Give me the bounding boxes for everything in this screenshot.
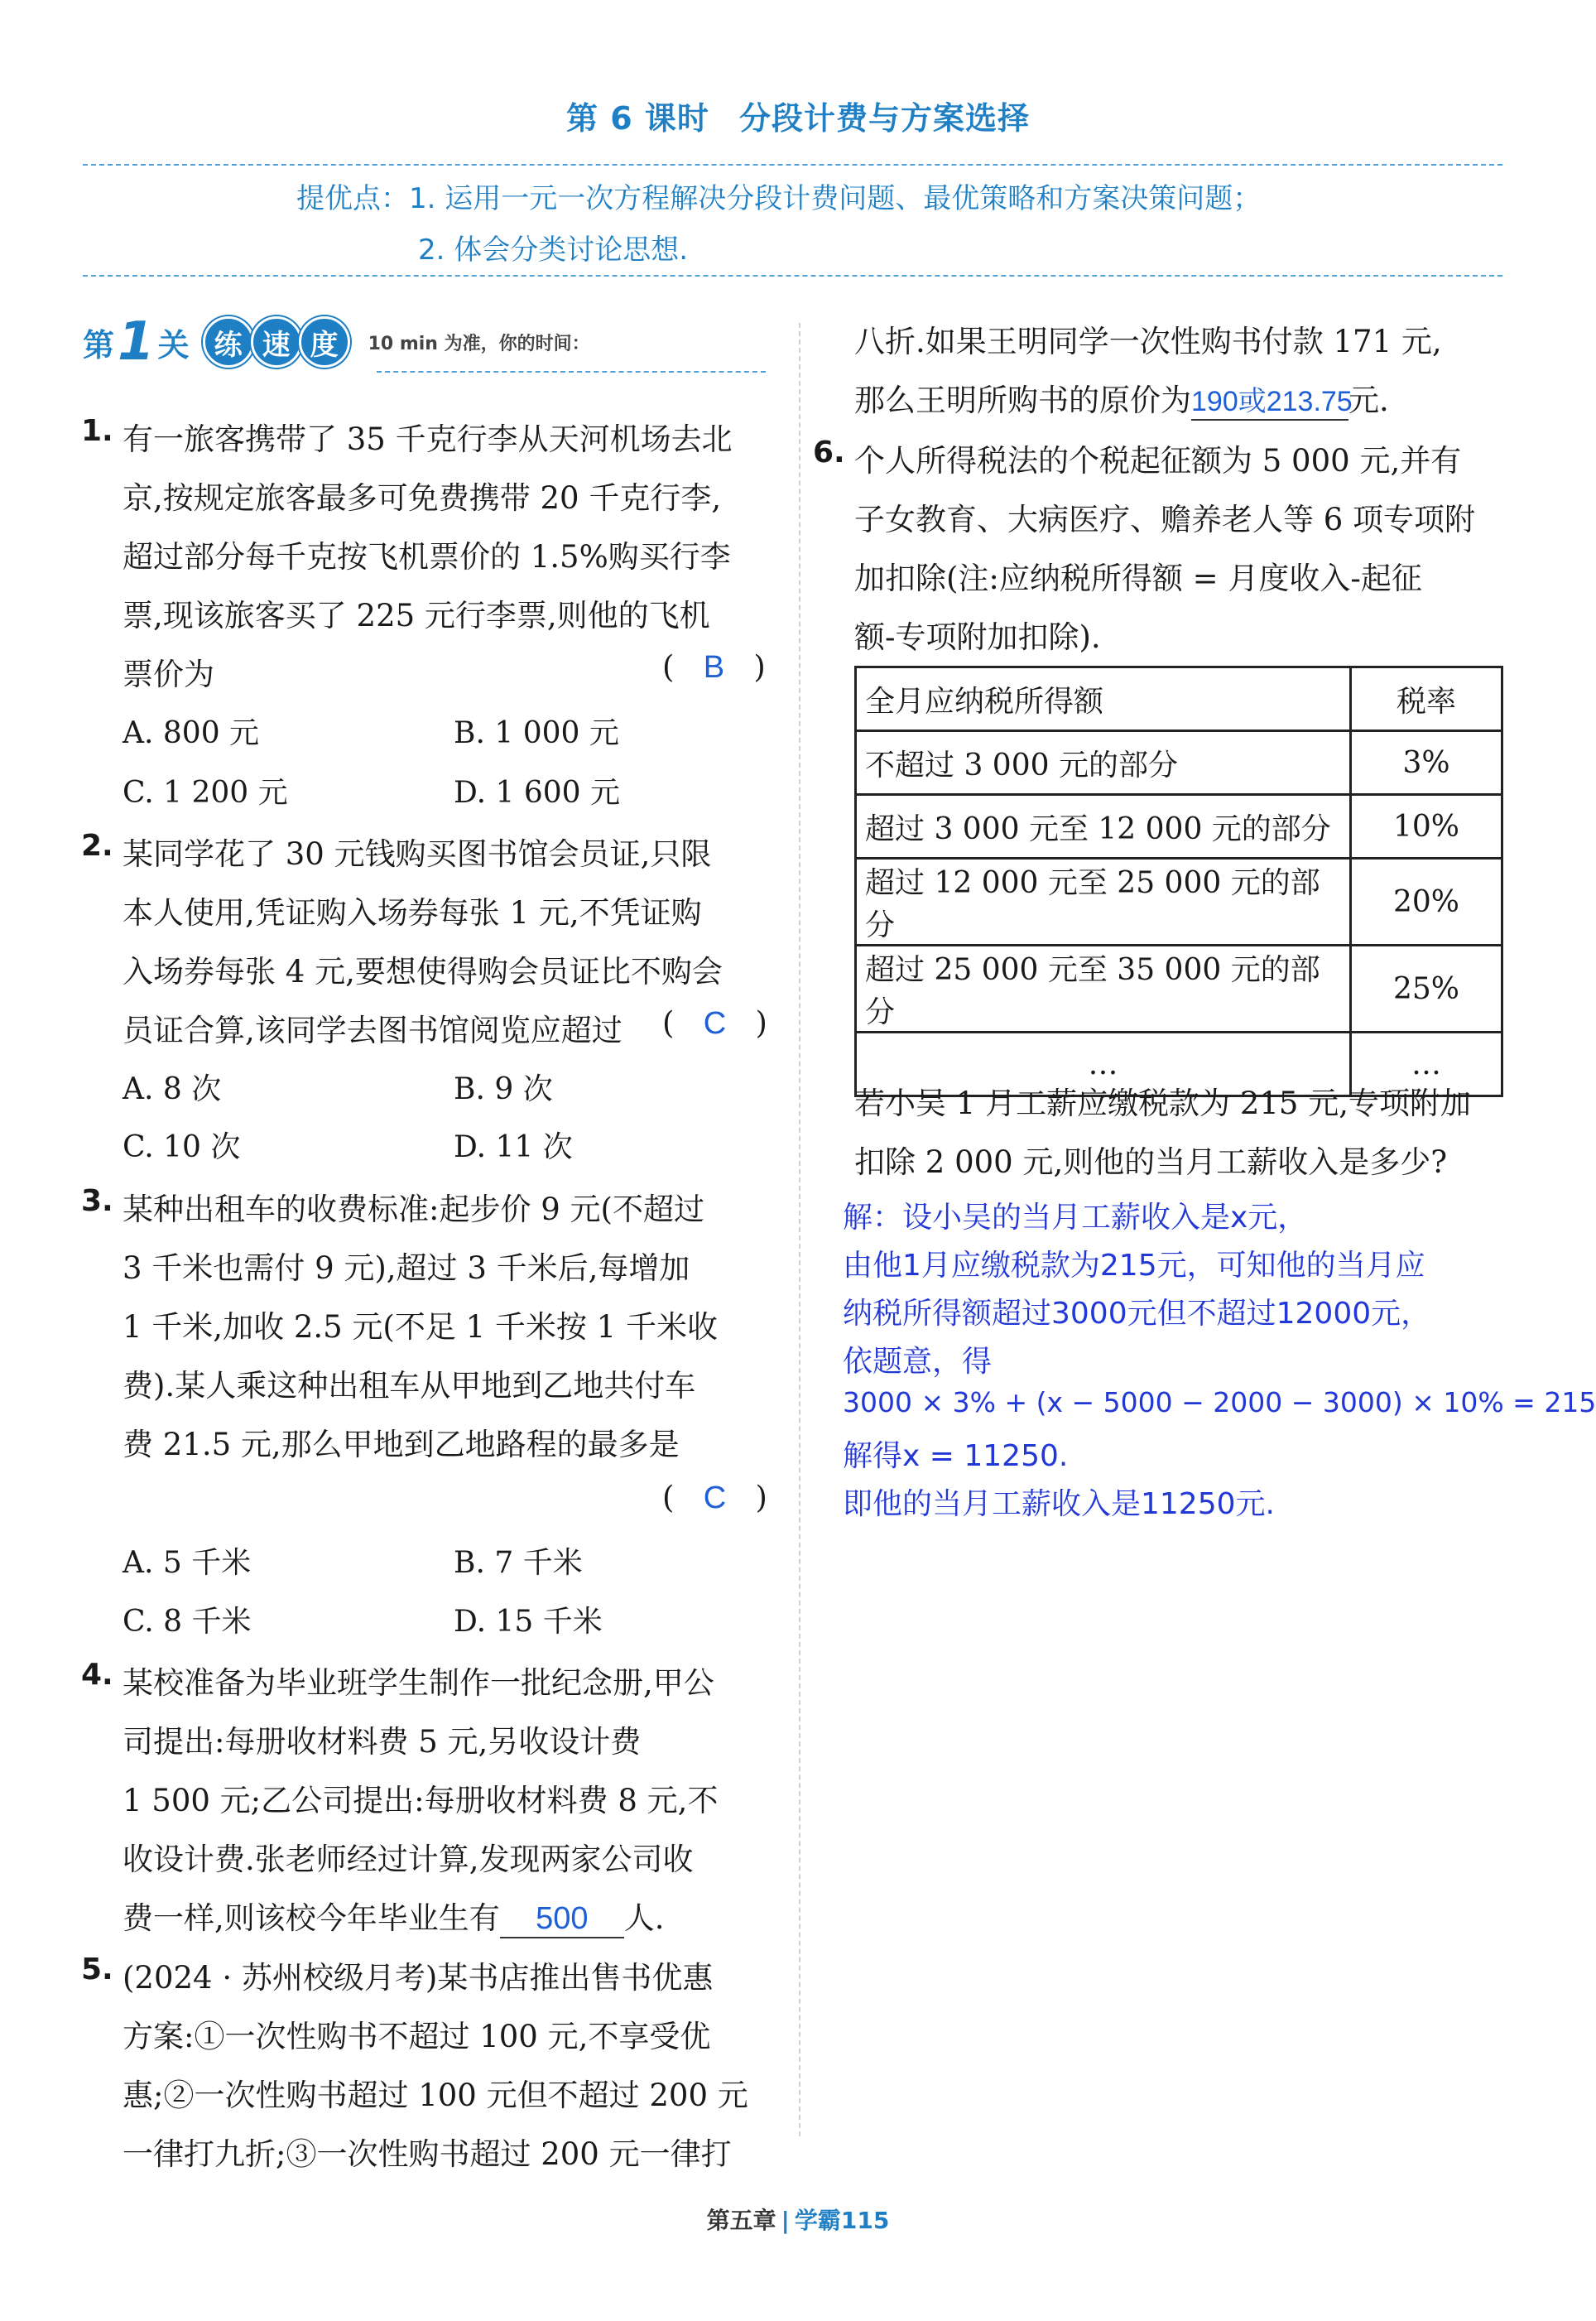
- pass-number: 1: [118, 311, 155, 373]
- question-line-last: [854, 375, 1389, 421]
- answer-q3: C: [703, 1481, 727, 1515]
- solution-line: 由他1月应缴税款为215元，可知他的当月应: [843, 1249, 1425, 1283]
- column-divider: [799, 323, 800, 2136]
- question-line: 某校准备为毕业班学生制作一批纪念册,甲公: [123, 1665, 714, 1701]
- answer-blank-q5: [1191, 378, 1353, 421]
- table-cell: …: [856, 1033, 1351, 1096]
- table-cell: 10%: [1351, 795, 1502, 859]
- question-line: (2024 · 苏州校级月考)某书店推出售书优惠: [123, 1960, 714, 1996]
- option-c: C. 8 千米: [123, 1605, 252, 1639]
- table-cell: 20%: [1351, 859, 1502, 946]
- question-line: 司提出:每册收材料费 5 元,另收设计费: [123, 1724, 642, 1760]
- question-line-last: [123, 1893, 665, 1938]
- table-header-cell: 税率: [1351, 667, 1502, 731]
- badge-char-2: 速: [251, 316, 302, 368]
- pass-prefix: 第: [83, 326, 115, 364]
- solution-line: 纳税所得额超过3000元但不超过12000元，: [843, 1297, 1431, 1331]
- timer-line: [377, 371, 766, 373]
- table-cell: 不超过 3 000 元的部分: [856, 731, 1351, 795]
- option-a: A. 5 千米: [123, 1546, 252, 1580]
- question-line: 超过部分每千克按飞机票价的 1.5%购买行李: [123, 539, 731, 575]
- question-number: 1.: [81, 414, 113, 448]
- question-line: 京,按规定旅客最多可免费携带 20 千克行李,: [123, 480, 722, 516]
- footer-brand: 学霸: [794, 2207, 841, 2234]
- question-line: 个人所得税法的个税起征额为 5 000 元,并有: [854, 443, 1462, 479]
- table-cell: 超过 3 000 元至 12 000 元的部分: [856, 795, 1351, 859]
- question-number: 2.: [81, 829, 113, 863]
- divider-bottom: [83, 275, 1502, 277]
- table-row: [856, 946, 1502, 1033]
- question-line: 员证合算,该同学去图书馆阅览应超过: [123, 1013, 623, 1048]
- question-line: 入场券每张 4 元,要想使得购会员证比不购会: [123, 954, 723, 990]
- q4-text-pre: 费一样,则该校今年毕业生有: [123, 1900, 500, 1936]
- answer-q5: 190或213.75: [1191, 386, 1353, 417]
- table-header-cell: 全月应纳税所得额: [856, 667, 1351, 731]
- option-c: C. 1 200 元: [123, 776, 288, 810]
- question-line: 八折.如果王明同学一次性购书付款 171 元,: [854, 324, 1442, 359]
- option-a: A. 8 次: [123, 1072, 222, 1106]
- question-line: 有一旅客携带了 35 千克行李从天河机场去北: [123, 421, 733, 457]
- question-line: 扣除 2 000 元,则他的当月工薪收入是多少?: [854, 1144, 1448, 1180]
- option-b: B. 1 000 元: [454, 716, 619, 750]
- question-line: 子女教育、大病医疗、赡养老人等 6 项专项附: [854, 502, 1476, 537]
- question-line: 一律打九折;③一次性购书超过 200 元一律打: [123, 2136, 732, 2172]
- page-number: 115: [840, 2207, 890, 2234]
- q4-text-post: 人.: [623, 1900, 665, 1936]
- question-line: 票,现该旅客买了 225 元行李票,则他的飞机: [123, 598, 710, 633]
- key-points-label: 提优点：: [296, 182, 409, 215]
- question-line: 方案:①一次性购书不超过 100 元,不享受优: [123, 2019, 711, 2054]
- answer-paren: ( C ): [662, 1005, 767, 1041]
- badge-char-1: 练: [203, 316, 254, 368]
- question-line: 1 500 元;乙公司提出:每册收材料费 8 元,不: [123, 1783, 719, 1818]
- question-line: 1 千米,加收 2.5 元(不足 1 千米按 1 千米收: [123, 1309, 718, 1345]
- q5-text-post: 元.: [1348, 383, 1389, 418]
- question-line: 本人使用,凭证购入场券每张 1 元,不凭证购: [123, 895, 702, 931]
- table-header-row: [856, 667, 1502, 731]
- speed-badge: [206, 316, 350, 368]
- question-line: 某种出租车的收费标准:起步价 9 元(不超过: [123, 1192, 704, 1227]
- tax-rate-table: [854, 666, 1503, 1097]
- question-line: 加扣除(注:应纳税所得额 = 月度收入-起征: [854, 561, 1422, 596]
- lesson-number: 第 6 课时: [566, 100, 709, 137]
- table-cell: …: [1351, 1033, 1502, 1096]
- question-line: 额-专项附加扣除).: [854, 619, 1101, 655]
- key-points-line-1: [296, 176, 1261, 216]
- table-cell: 25%: [1351, 946, 1502, 1033]
- key-point-1: 1. 运用一元一次方程解决分段计费问题、最优策略和方案决策问题；: [409, 182, 1262, 215]
- answer-paren: ( B ): [662, 649, 766, 685]
- footer-separator: |: [781, 2207, 790, 2234]
- answer-blank-q4: [500, 1900, 624, 1938]
- solution-line: 即他的当月工薪收入是11250元.: [843, 1487, 1275, 1521]
- table-cell: 超过 12 000 元至 25 000 元的部分: [856, 859, 1351, 946]
- option-b: B. 9 次: [454, 1072, 553, 1106]
- lesson-topic: 分段计费与方案选择: [738, 100, 1030, 137]
- solution-equation: 3000 × 3% + (x − 5000 − 2000 − 3000) × 10% = 215: [843, 1386, 1596, 1418]
- solution-line: 解：设小吴的当月工薪收入是x元，: [843, 1201, 1308, 1235]
- question-line: 3 千米也需付 9 元),超过 3 千米后,每增加: [123, 1250, 690, 1286]
- question-number: 5.: [81, 1953, 113, 1986]
- answer-q1: B: [703, 650, 725, 685]
- divider-top: [83, 164, 1502, 166]
- option-d: D. 1 600 元: [454, 776, 620, 810]
- question-line: 某同学花了 30 元钱购买图书馆会员证,只限: [123, 836, 712, 872]
- option-b: B. 7 千米: [454, 1546, 583, 1580]
- option-c: C. 10 次: [123, 1130, 241, 1164]
- pass-header: [83, 313, 590, 371]
- table-row: [856, 731, 1502, 795]
- question-line: 惠;②一次性购书超过 100 元但不超过 200 元: [123, 2078, 748, 2113]
- table-cell: 3%: [1351, 731, 1502, 795]
- solution-line: 解得x = 11250.: [843, 1439, 1069, 1473]
- option-d: D. 15 千米: [454, 1605, 603, 1639]
- question-number: 3.: [81, 1184, 113, 1218]
- question-number: 4.: [81, 1658, 113, 1692]
- footer-chapter: 第五章: [706, 2207, 776, 2234]
- question-line: 收设计费.张老师经过计算,发现两家公司收: [123, 1842, 694, 1877]
- solution-line: 依题意，得: [843, 1345, 993, 1379]
- question-number: 6.: [813, 436, 845, 469]
- page-footer: [0, 2203, 1596, 2236]
- question-line: 费 21.5 元,那么甲地到乙地路程的最多是: [123, 1427, 680, 1462]
- question-line: 票价为: [123, 657, 214, 692]
- table-cell: 超过 25 000 元至 35 000 元的部分: [856, 946, 1351, 1033]
- question-line: 费).某人乘这种出租车从甲地到乙地共付车: [123, 1368, 696, 1404]
- option-d: D. 11 次: [454, 1130, 573, 1164]
- table-row: [856, 859, 1502, 946]
- answer-paren: ( C ): [662, 1480, 767, 1515]
- option-a: A. 800 元: [123, 716, 260, 750]
- table-row: [856, 795, 1502, 859]
- key-point-2: 2. 体会分类讨论思想.: [418, 234, 689, 267]
- timer-text: 10 min 为准，你的时间：: [368, 333, 590, 354]
- badge-char-3: 度: [299, 316, 350, 368]
- page-title: [0, 93, 1596, 138]
- question-line: 若小吴 1 月工薪应缴税款为 215 元,专项附加: [854, 1086, 1471, 1121]
- q5-text-pre: 那么王明所购书的原价为: [854, 383, 1191, 418]
- answer-q4: 500: [536, 1901, 589, 1936]
- pass-suffix: 关: [157, 326, 190, 364]
- answer-q2: C: [703, 1006, 727, 1041]
